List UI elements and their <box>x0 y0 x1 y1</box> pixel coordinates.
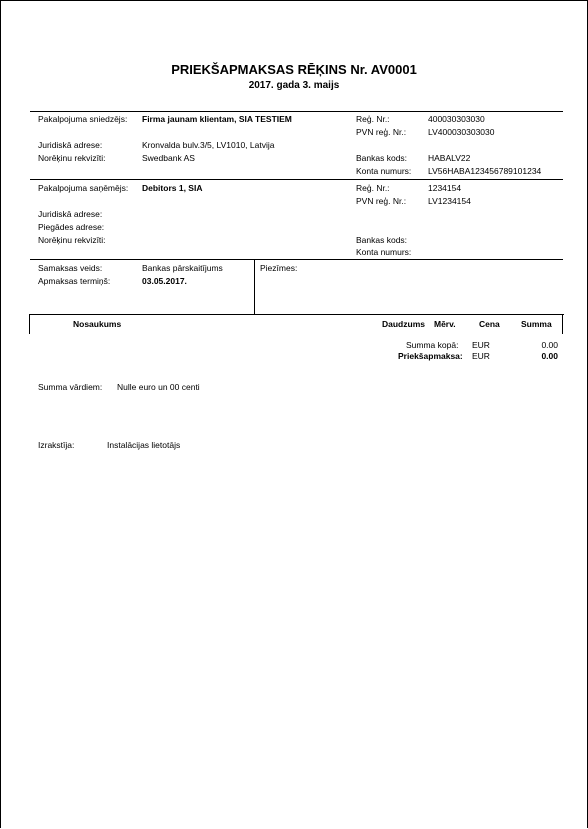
receiver-name: Debitors 1, SIA <box>142 183 203 193</box>
divider-receiver <box>30 179 563 180</box>
receiver-delivery-label: Piegādes adrese: <box>38 222 105 232</box>
total-currency: EUR <box>472 340 490 350</box>
receiver-account-label: Konta numurs: <box>356 247 412 257</box>
supplier-bank-code: HABALV22 <box>428 153 471 163</box>
payment-type-label: Samaksas veids: <box>38 263 103 273</box>
payment-notes-separator <box>254 259 255 314</box>
payment-due: 03.05.2017. <box>142 276 187 286</box>
receiver-vat-label: PVN reģ. Nr.: <box>356 196 407 206</box>
divider-top <box>30 111 563 112</box>
receiver-bank-code-label: Bankas kods: <box>356 235 408 245</box>
total-label: Summa kopā: <box>406 340 459 350</box>
receiver-reg: 1234154 <box>428 183 462 193</box>
invoice-title: PRIEKŠAPMAKSAS RĒĶINS Nr. AV0001 <box>171 62 417 77</box>
supplier-vat-label: PVN reģ. Nr.: <box>356 127 407 137</box>
table-header-sum: Summa <box>521 319 552 329</box>
supplier-address-label: Juridiskā adrese: <box>38 140 103 150</box>
words-value: Nulle euro un 00 centi <box>117 382 200 392</box>
issuer-value: Instalācijas lietotājs <box>107 440 181 450</box>
supplier-account-label: Konta numurs: <box>356 166 412 176</box>
supplier-reg: 400030303030 <box>428 114 485 124</box>
supplier-label: Pakalpojuma sniedzējs: <box>38 114 128 124</box>
receiver-label: Pakalpojuma saņēmējs: <box>38 183 129 193</box>
supplier-bank-label: Norēķinu rekvizīti: <box>38 153 106 163</box>
table-right-border <box>562 314 563 334</box>
prepay-label: Priekšapmaksa: <box>398 351 463 361</box>
invoice-date: 2017. gada 3. maijs <box>248 80 340 91</box>
divider-payment <box>30 259 563 260</box>
supplier-name: Firma jaunam klientam, SIA TESTIEM <box>142 114 292 124</box>
supplier-account: LV56HABA123456789101234 <box>428 166 542 176</box>
table-header-name: Nosaukums <box>73 319 122 329</box>
supplier-reg-label: Reģ. Nr.: <box>356 114 390 124</box>
receiver-reg-label: Reģ. Nr.: <box>356 183 390 193</box>
receiver-address-label: Juridiskā adrese: <box>38 209 103 219</box>
payment-due-label: Apmaksas termiņš: <box>38 276 111 286</box>
supplier-address: Kronvalda bulv.3/5, LV1010, Latvija <box>142 140 275 150</box>
supplier-vat: LV400030303030 <box>428 127 495 137</box>
prepay-currency: EUR <box>472 351 490 361</box>
supplier-bank-code-label: Bankas kods: <box>356 153 408 163</box>
total-value: 0.00 <box>541 340 558 350</box>
table-header-price: Cena <box>479 319 500 329</box>
receiver-bank-label: Norēķinu rekvizīti: <box>38 235 106 245</box>
payment-type: Bankas pārskaitījums <box>142 263 223 273</box>
supplier-bank: Swedbank AS <box>142 153 195 163</box>
table-header-quantity: Daudzums <box>382 319 425 329</box>
table-left-border <box>29 314 30 334</box>
table-top-border <box>29 314 564 315</box>
receiver-vat: LV1234154 <box>428 196 471 206</box>
issuer-label: Izrakstīja: <box>38 440 75 450</box>
words-label: Summa vārdiem: <box>38 382 103 392</box>
payment-notes-label: Piezīmes: <box>260 263 298 273</box>
table-header-unit: Mērv. <box>434 319 456 329</box>
prepay-value: 0.00 <box>541 351 558 361</box>
